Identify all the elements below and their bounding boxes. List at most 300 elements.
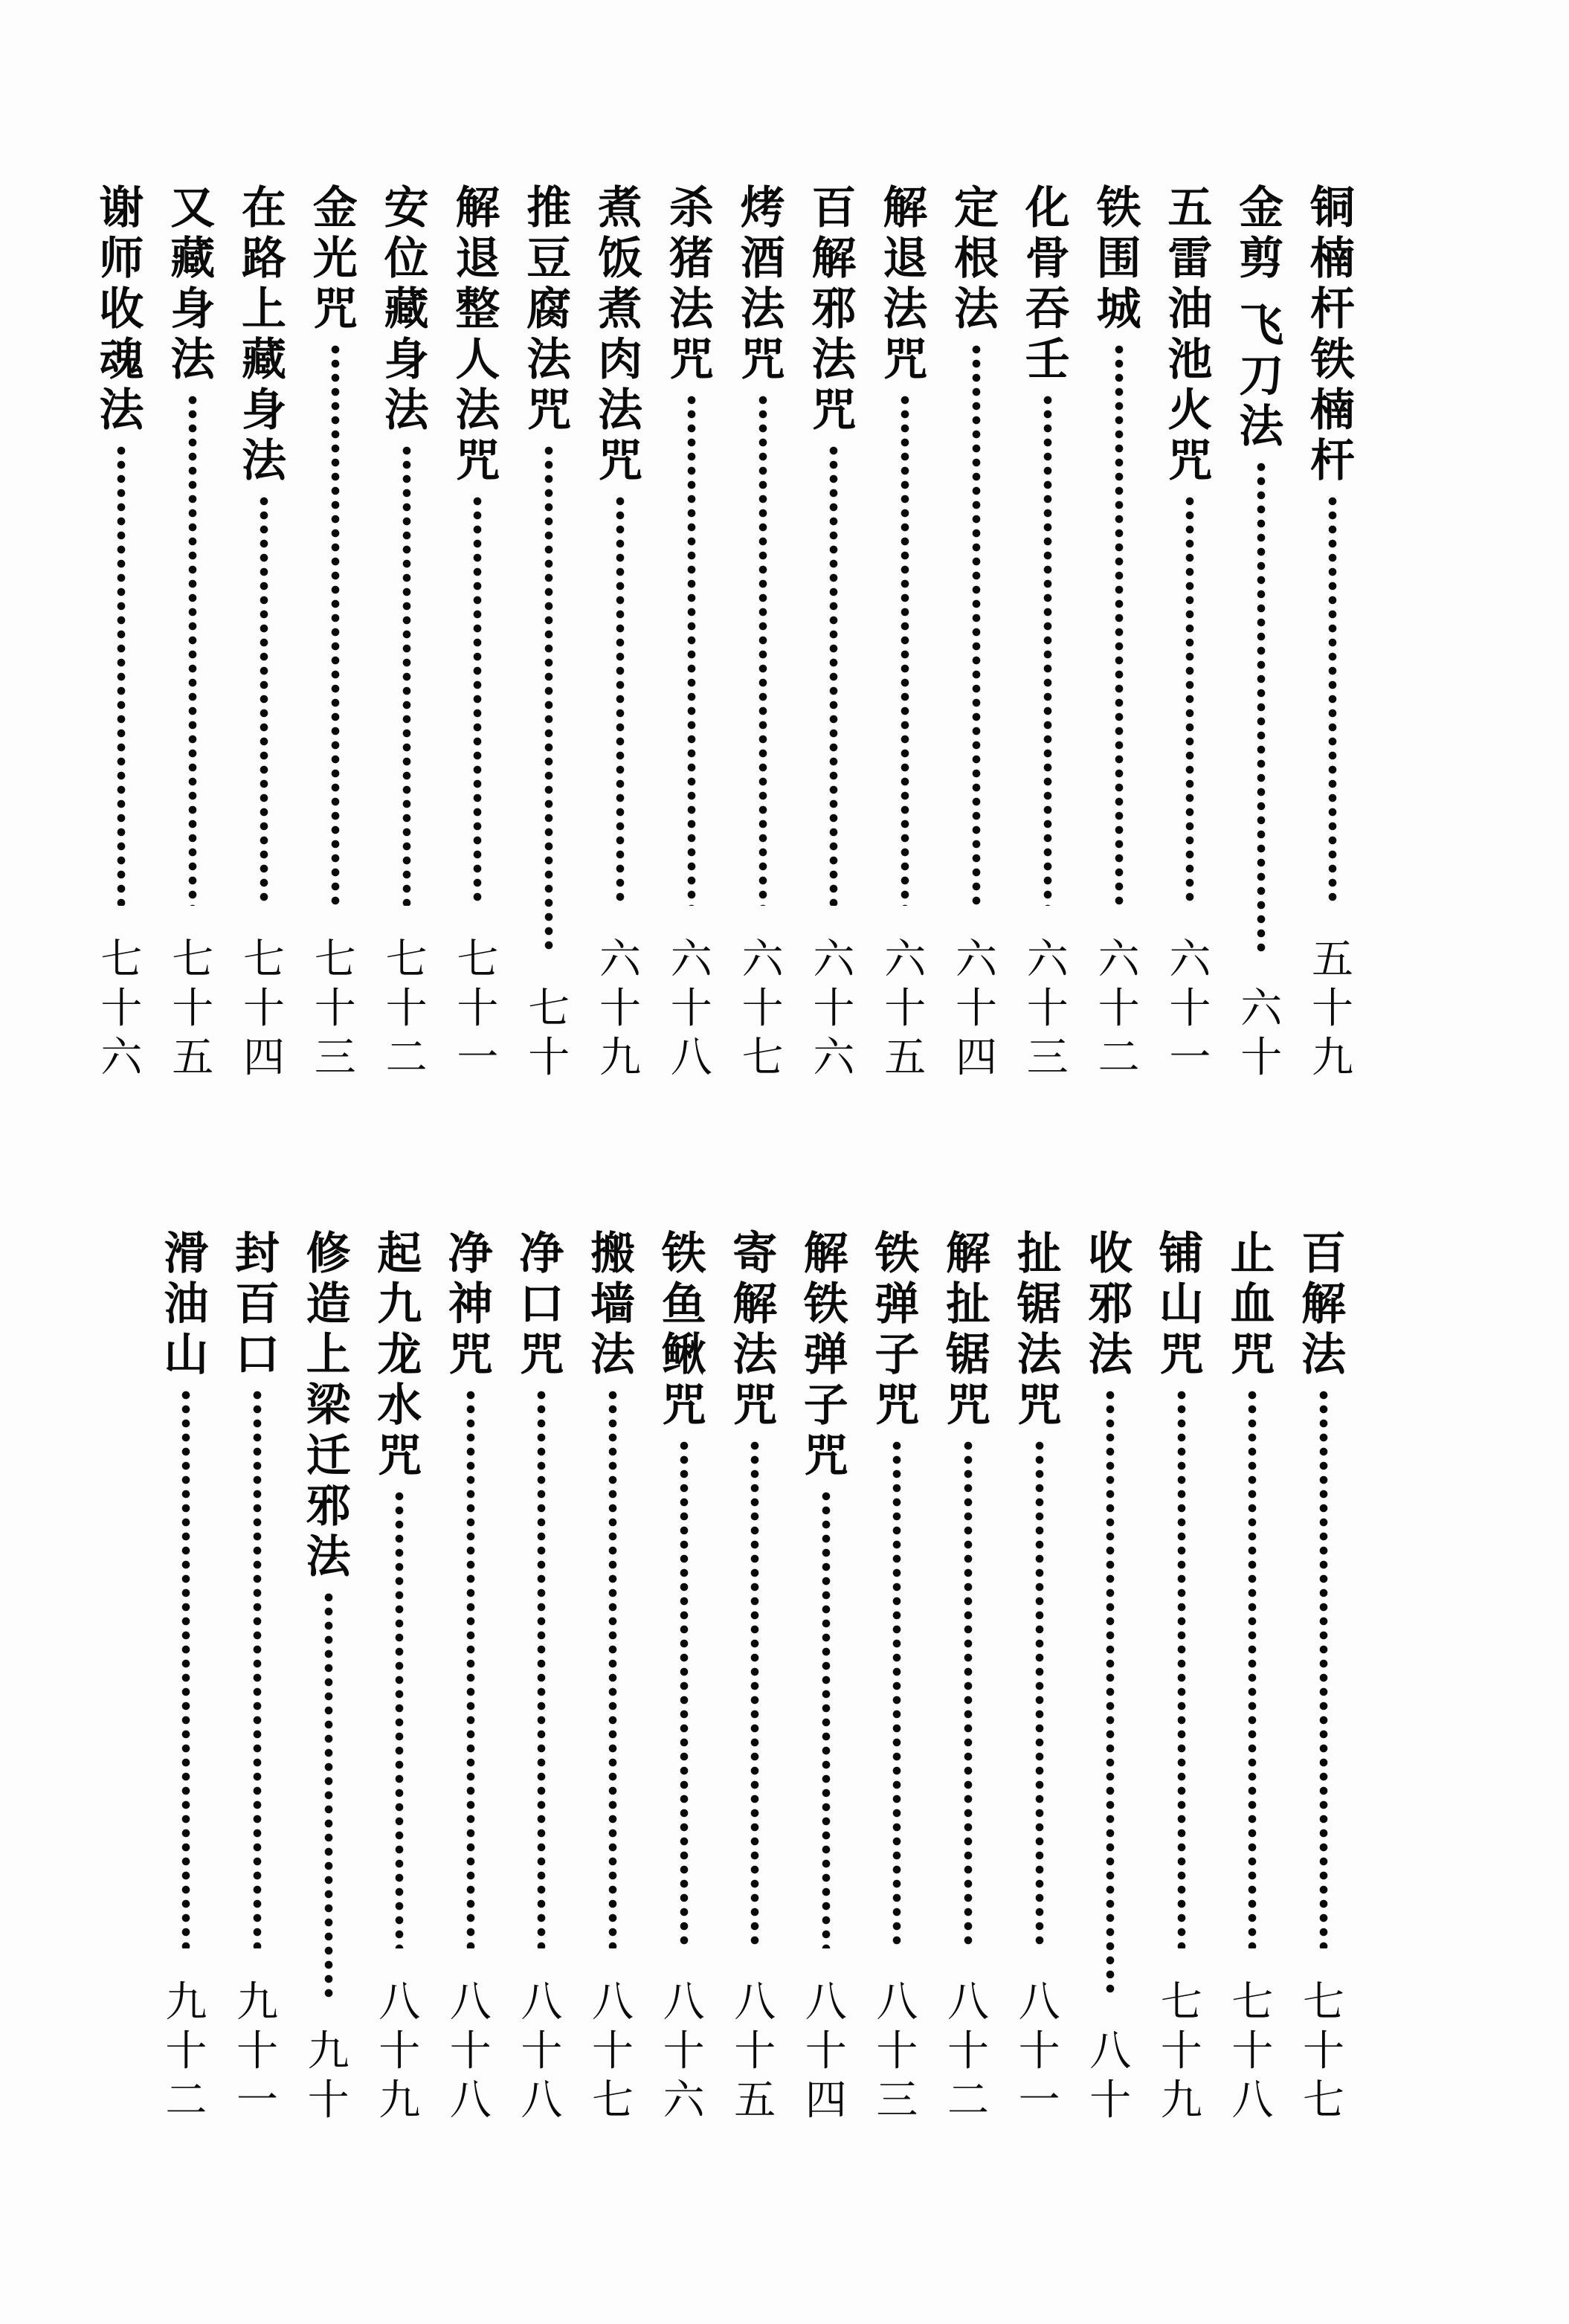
title-char: 豆 [526, 233, 572, 285]
toc-entry-page-number [232, 1978, 283, 2125]
toc-entry[interactable] [1307, 183, 1359, 1083]
title-char: 咒 [377, 1430, 422, 1482]
page-number-char: 七 [385, 936, 428, 984]
page-number-char: 六 [956, 936, 997, 984]
toc-entry-title [374, 1229, 425, 1481]
toc-entry-page-number [943, 1978, 993, 2125]
title-char: 法 [526, 334, 572, 386]
dotted-leader [253, 1391, 262, 1948]
toc-entry-page-number [161, 1978, 211, 2125]
title-char: 在 [242, 182, 286, 234]
page-number-char: 八 [947, 1978, 989, 2027]
title-char: 咒 [883, 334, 928, 386]
page-number-char: 八 [378, 1978, 421, 2027]
page-number-char: 七 [100, 936, 143, 984]
title-char: 藏 [384, 283, 429, 335]
dotted-leader [964, 1441, 973, 1948]
title-char: 鳅 [661, 1329, 706, 1381]
title-char: 楠 [1310, 384, 1355, 437]
page-number-char: 十 [947, 2027, 989, 2076]
toc-entry[interactable] [238, 183, 290, 1083]
page-number-char: 一 [236, 2076, 278, 2125]
toc-entry-title [232, 1229, 283, 1380]
page-number-char: 八 [805, 1978, 847, 2027]
title-char: 法 [740, 283, 785, 335]
page-number-char: 八 [1231, 2076, 1274, 2125]
page-number-char: 十 [670, 985, 712, 1033]
title-char: 铁 [874, 1228, 920, 1280]
title-char: 收 [99, 283, 144, 335]
page-number-char: 八 [449, 1978, 492, 2027]
toc-entry-title [310, 183, 361, 335]
toc-entry-page-number [516, 1978, 567, 2125]
title-char: 咒 [1017, 1380, 1062, 1432]
toc-entry-page-number [381, 936, 432, 1083]
title-char: 上 [242, 283, 286, 335]
title-char: 神 [448, 1278, 493, 1330]
page-number-char: 八 [521, 2076, 563, 2125]
page-number-char: 九 [236, 1978, 278, 2027]
toc-entry-page-number [1227, 1978, 1278, 2125]
toc-entry-title [1298, 1229, 1349, 1380]
dotted-leader [750, 1441, 759, 1948]
title-char: 扯 [946, 1278, 990, 1330]
toc-entry-title [96, 183, 146, 436]
dotted-leader [1248, 1391, 1257, 1948]
toc-entry[interactable] [95, 183, 147, 1083]
page-number-char: 九 [1312, 1034, 1353, 1082]
page-number-char: 十 [956, 985, 997, 1033]
page-number-char: 十 [813, 985, 855, 1033]
title-char: 酒 [740, 233, 785, 285]
page-number-char: 一 [1169, 1034, 1211, 1082]
title-char: 谢 [99, 182, 144, 234]
title-char: 山 [1159, 1278, 1204, 1330]
toc-entry[interactable] [303, 1229, 355, 2125]
title-char: 解 [883, 182, 928, 234]
title-char: 子 [803, 1380, 848, 1432]
dotted-leader [260, 497, 268, 906]
title-char: 退 [883, 233, 928, 285]
title-char: 五 [1167, 182, 1213, 234]
page-number-char: 十 [165, 2027, 207, 2076]
title-char: 法 [99, 384, 144, 437]
page-number-char: 七 [243, 936, 285, 984]
page-number-char: 十 [1231, 2027, 1274, 2076]
toc-entry-title [1094, 183, 1144, 335]
title-char: 解 [455, 182, 500, 234]
toc-entry[interactable] [1084, 1229, 1136, 2125]
page-number-char: 十 [521, 2027, 563, 2076]
title-char: 煮 [598, 182, 642, 234]
title-char: 口 [235, 1329, 280, 1381]
title-char: 滑 [164, 1228, 209, 1280]
toc-entry-page-number [374, 1978, 425, 2125]
page-number-char: 十 [884, 985, 927, 1033]
title-char: 退 [455, 233, 500, 285]
page-number-char: 十 [314, 985, 356, 1033]
title-char: 净 [519, 1228, 564, 1280]
title-char: 化 [1025, 182, 1070, 234]
title-char: 法 [883, 283, 928, 335]
title-char: 解 [1301, 1278, 1346, 1330]
title-char: 肉 [598, 334, 642, 386]
title-char: 止 [1230, 1228, 1275, 1280]
dotted-leader [1043, 396, 1052, 906]
page-number-char: 六 [670, 936, 712, 984]
page-number-char: 五 [1312, 936, 1353, 984]
page-number-char: 六 [1026, 936, 1069, 984]
toc-entry[interactable] [523, 183, 575, 1083]
page-number-char: 八 [663, 1978, 705, 2027]
page-number-char: 四 [956, 1034, 997, 1082]
title-char: 法 [811, 334, 857, 386]
page-number-char: 十 [243, 985, 285, 1033]
title-char: 邪 [306, 1481, 351, 1533]
toc-entry[interactable] [1298, 1229, 1350, 2125]
toc-entry-page-number [880, 936, 930, 1083]
toc-entry[interactable] [515, 1229, 567, 2125]
toc-entry-page-number [303, 2027, 354, 2125]
title-char: 煮 [598, 283, 642, 335]
toc-entry-title [659, 1229, 709, 1431]
title-char: 子 [874, 1329, 920, 1381]
page-number-char: 三 [314, 1034, 356, 1082]
toc-entry[interactable] [808, 183, 860, 1083]
title-char: 火 [1167, 384, 1213, 437]
title-char: 铁 [661, 1228, 706, 1280]
title-char: 法 [242, 435, 286, 487]
dotted-leader [829, 446, 838, 906]
toc-entry-title [1307, 183, 1358, 486]
toc-entry[interactable] [309, 183, 361, 1083]
toc-entry-title [1022, 183, 1073, 385]
title-char: 解 [946, 1228, 990, 1280]
title-char: 铺 [1159, 1228, 1204, 1280]
page-number-char: 十 [734, 2027, 776, 2076]
page-number-char: 二 [947, 2076, 989, 2125]
toc-entry-title [880, 183, 930, 385]
toc-entry-title [943, 1229, 993, 1431]
toc-entry[interactable] [1022, 183, 1074, 1083]
toc-entry[interactable] [381, 183, 433, 1083]
title-char: 法 [1088, 1329, 1133, 1381]
title-char: 定 [954, 182, 999, 234]
title-char: 咒 [448, 1329, 493, 1381]
page-number-char: 九 [378, 2076, 421, 2125]
title-char: 师 [99, 233, 144, 285]
toc-entry[interactable] [879, 183, 931, 1083]
title-char: 法 [590, 1329, 635, 1381]
page-number-char: 六 [813, 1034, 855, 1082]
page-number-char: 四 [805, 2076, 847, 2125]
toc-entry[interactable] [445, 1229, 497, 2125]
toc-entry-title [516, 1229, 567, 1380]
title-char: 杀 [668, 182, 714, 234]
toc-entry[interactable] [950, 183, 1002, 1083]
title-char: 咒 [661, 1380, 706, 1432]
title-char: 咒 [519, 1329, 564, 1381]
toc-entry-title [1236, 183, 1286, 452]
page-number-char: 六 [1240, 985, 1283, 1033]
toc-entry-page-number [1014, 1978, 1065, 2125]
title-char: 雷 [1167, 233, 1213, 285]
toc-entry[interactable] [1164, 183, 1216, 1083]
dotted-leader [608, 1391, 617, 1948]
toc-entry-page-number [1307, 936, 1358, 1083]
toc-section-top [0, 183, 1569, 1083]
title-char: 铜 [1310, 182, 1355, 234]
page-number-char: 十 [378, 2027, 421, 2076]
toc-entry[interactable] [1226, 1229, 1278, 2125]
dotted-leader [188, 396, 197, 906]
title-char: 楠 [1310, 233, 1355, 285]
page-number-char: 八 [449, 2076, 492, 2125]
dotted-leader [758, 396, 767, 906]
title-char: 身 [242, 384, 286, 437]
toc-entry-title [951, 183, 1002, 335]
title-char: 扯 [1017, 1228, 1062, 1280]
title-char: 咒 [598, 435, 642, 487]
title-char: 烤 [740, 182, 785, 234]
title-char: 位 [384, 233, 429, 285]
title-char: 血 [1230, 1278, 1275, 1330]
toc-entry[interactable] [594, 183, 646, 1083]
toc-entry[interactable] [666, 183, 718, 1083]
dotted-leader [537, 1391, 546, 1948]
dotted-leader [331, 345, 340, 906]
toc-entry-page-number [738, 936, 788, 1083]
toc-entry-title [1227, 1229, 1278, 1380]
toc-entry-page-number [587, 1978, 638, 2125]
toc-entry[interactable] [1093, 183, 1145, 1083]
toc-entry[interactable] [871, 1229, 923, 2125]
page-number-char: 十 [805, 2027, 847, 2076]
page-number-char: 五 [172, 1034, 214, 1082]
toc-entry-title [303, 1229, 354, 1583]
page-number-char: 六 [100, 1034, 143, 1082]
toc-entry-page-number [523, 985, 574, 1083]
page-number-char: 六 [599, 936, 641, 984]
title-char: 法 [1239, 401, 1284, 453]
page-number-char: 八 [592, 1978, 634, 2027]
page-number-char: 二 [165, 2076, 207, 2125]
title-char: 围 [1096, 233, 1141, 285]
title-char: 封 [235, 1228, 280, 1280]
toc-entry[interactable] [231, 1229, 283, 2125]
title-char: 铁 [803, 1278, 848, 1330]
toc-section-bottom [0, 1229, 1569, 2125]
page-number-char: 十 [1089, 2076, 1132, 2125]
toc-entry-page-number [445, 1978, 496, 2125]
title-char: 金 [1239, 182, 1284, 234]
title-char: 身 [170, 283, 216, 335]
toc-entry-page-number [310, 936, 361, 1083]
title-char: 墙 [590, 1278, 635, 1330]
title-char: 百 [1301, 1228, 1346, 1280]
title-char: 咒 [874, 1380, 920, 1432]
dotted-leader [901, 396, 909, 906]
title-char: 法 [668, 283, 714, 335]
dotted-leader [1115, 345, 1124, 906]
title-char: 咒 [732, 1380, 778, 1432]
title-char: 收 [1088, 1228, 1133, 1280]
dotted-leader [466, 1391, 475, 1948]
toc-entry[interactable] [1014, 1229, 1066, 2125]
page-number-char: 五 [734, 2076, 776, 2125]
toc-entry-page-number [729, 1978, 780, 2125]
page-number-char: 一 [457, 1034, 499, 1082]
page-number-char: 九 [1160, 2076, 1202, 2125]
title-char: 锯 [946, 1329, 990, 1381]
title-char: 腐 [526, 283, 572, 335]
toc-entry-page-number [1094, 936, 1144, 1083]
page-number-char: 十 [1240, 1034, 1283, 1082]
page-number-char: 六 [1098, 936, 1140, 984]
toc-entry-title [587, 1229, 638, 1380]
dotted-leader [687, 396, 696, 906]
toc-entry[interactable] [451, 183, 503, 1083]
toc-entry-title [801, 1229, 851, 1481]
toc-entry-title [595, 183, 645, 486]
title-char: 人 [455, 334, 500, 386]
toc-entry-title [381, 183, 432, 436]
toc-entry-title [239, 183, 289, 486]
page-number-char: 六 [813, 936, 855, 984]
title-char: 安 [384, 182, 429, 234]
dotted-leader [117, 446, 126, 906]
page-number-char: 九 [599, 1034, 641, 1082]
toc-entry[interactable] [729, 1229, 781, 2125]
toc-entry-page-number [872, 1978, 922, 2125]
title-char: 魂 [99, 334, 144, 386]
title-char: 百 [235, 1278, 280, 1330]
toc-entry[interactable] [167, 183, 219, 1083]
title-char: 上 [306, 1329, 351, 1381]
page-number-char: 七 [1231, 1978, 1274, 2027]
title-char: 路 [242, 233, 286, 285]
page-number-char: 十 [592, 2027, 634, 2076]
dotted-leader [473, 497, 482, 906]
page-number-char: 十 [1160, 2027, 1202, 2076]
toc-entry[interactable] [737, 183, 789, 1083]
toc-entry-title [1014, 1229, 1065, 1431]
dotted-leader [616, 497, 625, 906]
toc-entry[interactable] [658, 1229, 710, 2125]
toc-entry[interactable] [373, 1229, 425, 2125]
toc-entry-page-number [96, 936, 146, 1083]
toc-entry-page-number [1236, 985, 1286, 1083]
page-number-char: 七 [1303, 2076, 1344, 2125]
page-number-char: 四 [243, 1034, 285, 1082]
title-char: 咒 [811, 384, 857, 437]
page-number-char: 六 [741, 936, 784, 984]
title-char: 搬 [590, 1228, 635, 1280]
title-char: 咒 [1230, 1329, 1275, 1381]
title-char: 寄 [732, 1228, 778, 1280]
toc-entry-page-number [452, 936, 503, 1083]
page-number-char: 八 [1089, 2027, 1132, 2076]
dotted-leader [1106, 1391, 1115, 1998]
title-char: 咒 [1167, 435, 1213, 487]
dotted-leader [1177, 1391, 1186, 1948]
toc-entry-page-number [1156, 1978, 1207, 2125]
toc-entry[interactable] [1156, 1229, 1208, 2125]
toc-entry[interactable] [800, 1229, 852, 2125]
title-char: 咒 [1159, 1329, 1204, 1381]
title-char: 法 [732, 1329, 778, 1381]
toc-entry-title [167, 183, 218, 385]
toc-entry-title [523, 183, 574, 436]
page-number-char: 十 [663, 2027, 705, 2076]
title-char: 咒 [740, 334, 785, 386]
toc-entry[interactable] [587, 1229, 639, 2125]
page-number-char: 十 [741, 985, 784, 1033]
toc-entry-title [729, 1229, 780, 1431]
title-char: 龙 [377, 1329, 422, 1381]
title-char: 飞 [1239, 300, 1284, 352]
title-char: 咒 [803, 1430, 848, 1482]
title-char: 剪 [1239, 233, 1284, 285]
page-number-char: 七 [314, 936, 356, 984]
title-char: 咒 [526, 384, 572, 437]
title-char: 藏 [170, 233, 216, 285]
toc-entry[interactable] [160, 1229, 212, 2125]
toc-entry-title [872, 1229, 922, 1431]
title-char: 解 [811, 233, 857, 285]
title-char: 百 [811, 182, 857, 234]
toc-entry[interactable] [942, 1229, 994, 2125]
page-number-char: 十 [385, 985, 428, 1033]
title-char: 又 [170, 182, 216, 234]
title-char: 迁 [306, 1430, 351, 1482]
page-number-char: 十 [307, 2076, 349, 2125]
title-char: 咒 [946, 1380, 990, 1432]
page-number-char: 二 [1098, 1034, 1140, 1082]
title-char: 咒 [668, 334, 714, 386]
title-char: 修 [306, 1228, 351, 1280]
title-char: 藏 [242, 334, 286, 386]
toc-entry-page-number [1022, 936, 1073, 1083]
title-char: 法 [1017, 1329, 1062, 1381]
dotted-leader [544, 446, 553, 955]
title-char: 弹 [803, 1329, 848, 1381]
toc-entry-title [1156, 1229, 1207, 1380]
dotted-leader [181, 1391, 190, 1948]
page-number-char: 十 [1018, 2027, 1060, 2076]
title-char: 咒 [312, 283, 358, 335]
page-number-char: 九 [165, 1978, 207, 2027]
title-char: 杆 [1310, 435, 1355, 487]
toc-entry[interactable] [1235, 183, 1287, 1083]
title-char: 整 [455, 283, 500, 335]
toc-entry-title [808, 183, 859, 436]
page-number-char: 八 [521, 1978, 563, 2027]
page-number-char: 七 [457, 936, 499, 984]
page-number-char: 八 [670, 1034, 712, 1082]
title-char: 法 [1301, 1329, 1346, 1381]
title-char: 油 [164, 1278, 209, 1330]
toc-entry-title [1164, 183, 1215, 486]
title-char: 水 [377, 1380, 422, 1432]
title-char: 解 [732, 1278, 778, 1330]
page-number-char: 十 [457, 985, 499, 1033]
title-char: 九 [377, 1278, 422, 1330]
toc-entry-page-number [808, 936, 859, 1083]
page-number-char: 十 [528, 1034, 570, 1082]
title-char: 杆 [1310, 283, 1355, 335]
page-number-char: 六 [663, 2076, 705, 2125]
